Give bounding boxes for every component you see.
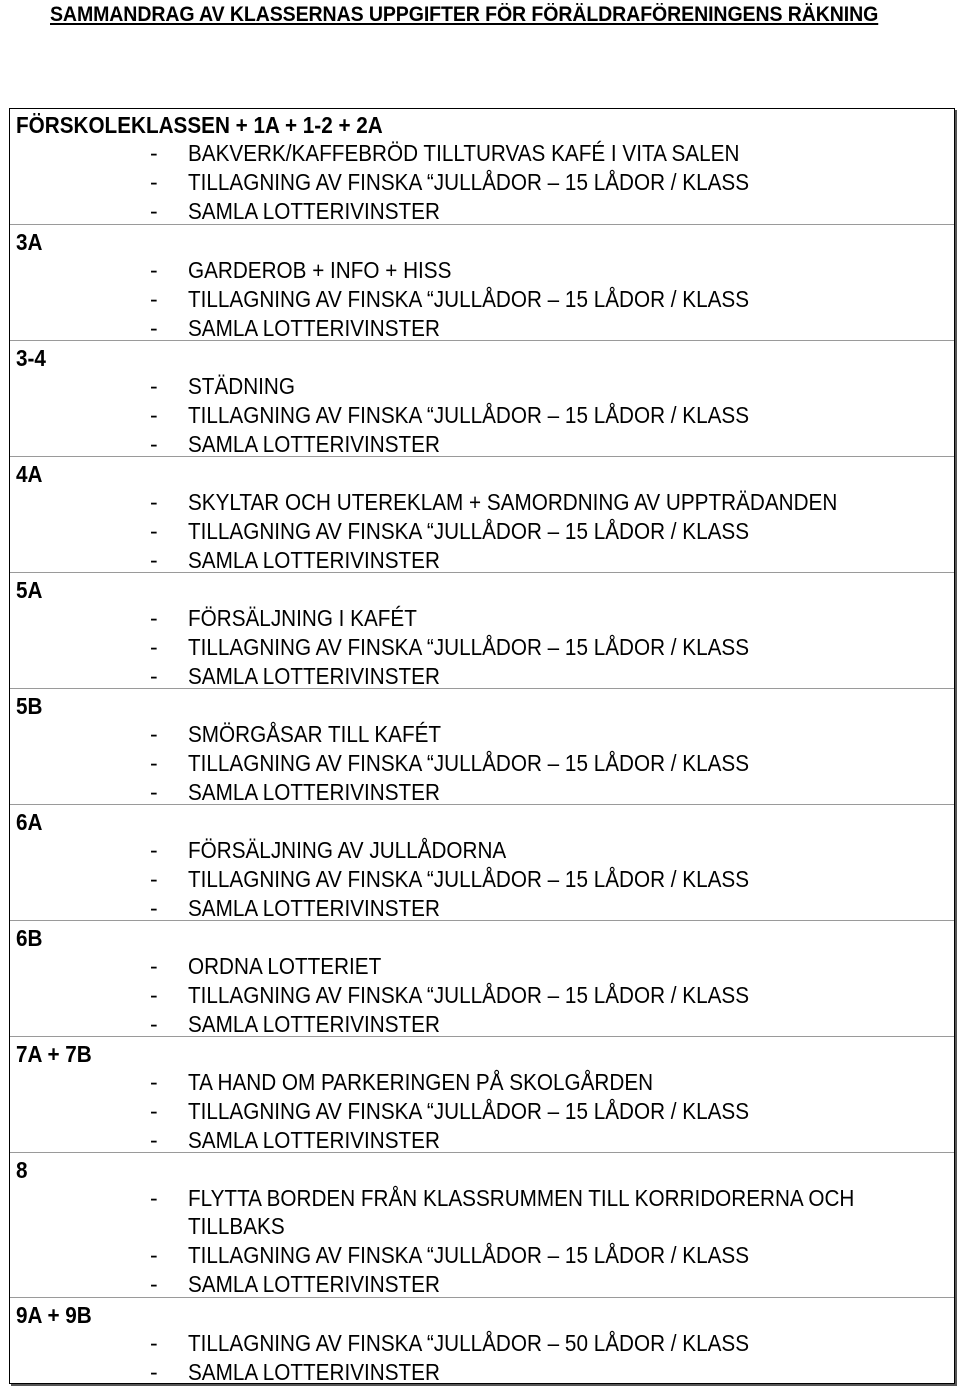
page-title: SAMMANDRAG AV KLASSERNAS UPPGIFTER FÖR FÖRÄLDRAFÖRENINGENS RÄKNING (50, 3, 879, 26)
class-label: FÖRSKOLEKLASSEN + 1A + 1-2 + 2A (16, 112, 383, 138)
bullet-dash: - (150, 286, 158, 312)
bullet-dash: - (150, 431, 158, 457)
class-section: 6A - FÖRSÄLJNING AV JULLÅDORNA - TILLAGNING AV FINSKA “JULLÅDOR – 15 LÅDOR / KLASS - SAMLA LOTTERIVINSTER (10, 804, 954, 920)
bullet-dash: - (150, 982, 158, 1008)
bullet-dash: - (150, 1011, 158, 1037)
bullet-dash: - (150, 1330, 158, 1356)
class-section: 9A + 9B - TILLAGNING AV FINSKA “JULLÅDOR – 50 LÅDOR / KLASS - SAMLA LOTTERIVINSTER (10, 1297, 954, 1383)
bullet-dash: - (150, 895, 158, 921)
bullet-dash: - (150, 1185, 158, 1211)
class-section: FÖRSKOLEKLASSEN + 1A + 1-2 + 2A - BAKVERK/KAFFEBRÖD TILLTURVAS KAFÉ I VITA SALEN - TILLAGNING AV FINSKA “JULLÅDOR – 15 LÅDOR / KLASS - SAMLA LOTTERIVINSTER (16, 112, 750, 224)
bullet-dash: - (150, 1271, 158, 1297)
class-label: 7A + 7B (16, 1041, 92, 1067)
class-section: 7A + 7B - TA HAND OM PARKERINGEN PÅ SKOLGÅRDEN - TILLAGNING AV FINSKA “JULLÅDOR – 15 LÅDOR / KLASS - SAMLA LOTTERIVINSTER (10, 1036, 954, 1152)
bullet-dash: - (150, 634, 158, 660)
bullet-dash: - (150, 1359, 158, 1385)
bullet-dash: - (150, 373, 158, 399)
class-label: 3-4 (16, 345, 46, 371)
class-section: 4A - SKYLTAR OCH UTEREKLAM + SAMORDNING AV UPPTRÄDANDEN - TILLAGNING AV FINSKA “JULLÅDOR – 15 LÅDOR / KLASS - SAMLA LOTTERIVINSTER (10, 456, 954, 572)
class-section: 5B - SMÖRGÅSAR TILL KAFÉT - TILLAGNING AV FINSKA “JULLÅDOR – 15 LÅDOR / KLASS - SAMLA LOTTERIVINSTER (10, 688, 954, 804)
bullet-dash: - (150, 198, 158, 224)
bullet-dash: - (150, 402, 158, 428)
bullet-dash: - (150, 169, 158, 195)
bullet-dash: - (150, 779, 158, 805)
class-section: 6B - ORDNA LOTTERIET - TILLAGNING AV FINSKA “JULLÅDOR – 15 LÅDOR / KLASS - SAMLA LOTTERIVINSTER (10, 920, 954, 1036)
bullet-dash: - (150, 489, 158, 515)
bullet-dash: - (150, 315, 158, 341)
bullet-dash: - (150, 605, 158, 631)
class-label: 5A (16, 577, 43, 603)
class-label: 6A (16, 809, 43, 835)
bullet-dash: - (150, 518, 158, 544)
bullet-dash: - (150, 663, 158, 689)
bullet-dash: - (150, 140, 158, 166)
bullet-dash: - (150, 257, 158, 283)
class-label: 8 (16, 1157, 28, 1183)
class-label: 6B (16, 925, 43, 951)
task-summary-box (9, 108, 955, 1384)
class-label: 4A (16, 461, 43, 487)
bullet-dash: - (150, 1242, 158, 1268)
bullet-dash: - (150, 1127, 158, 1153)
class-section: 5A - FÖRSÄLJNING I KAFÉT - TILLAGNING AV FINSKA “JULLÅDOR – 15 LÅDOR / KLASS - SAMLA LOTTERIVINSTER (10, 572, 954, 688)
bullet-dash: - (150, 721, 158, 747)
bullet-dash: - (150, 837, 158, 863)
class-section: 3-4 - STÄDNING - TILLAGNING AV FINSKA “JULLÅDOR – 15 LÅDOR / KLASS - SAMLA LOTTERIVINSTER (10, 340, 954, 456)
bullet-dash: - (150, 1069, 158, 1095)
class-section: 8 - FLYTTA BORDEN FRÅN KLASSRUMMEN TILL KORRIDORERNA OCH TILLBAKS - TILLAGNING AV FINSKA “JULLÅDOR – 15 LÅDOR / KLASS - SAMLA LOTTERIVINSTER (10, 1152, 954, 1297)
bullet-dash: - (150, 866, 158, 892)
bullet-dash: - (150, 1098, 158, 1124)
class-section: 3A - GARDEROB + INFO + HISS - TILLAGNING AV FINSKA “JULLÅDOR – 15 LÅDOR / KLASS - SAMLA LOTTERIVINSTER (10, 224, 954, 340)
bullet-dash: - (150, 953, 158, 979)
class-label: 5B (16, 693, 43, 719)
bullet-dash: - (150, 547, 158, 573)
bullet-dash: - (150, 750, 158, 776)
class-label: 9A + 9B (16, 1302, 92, 1328)
class-label: 3A (16, 229, 43, 255)
